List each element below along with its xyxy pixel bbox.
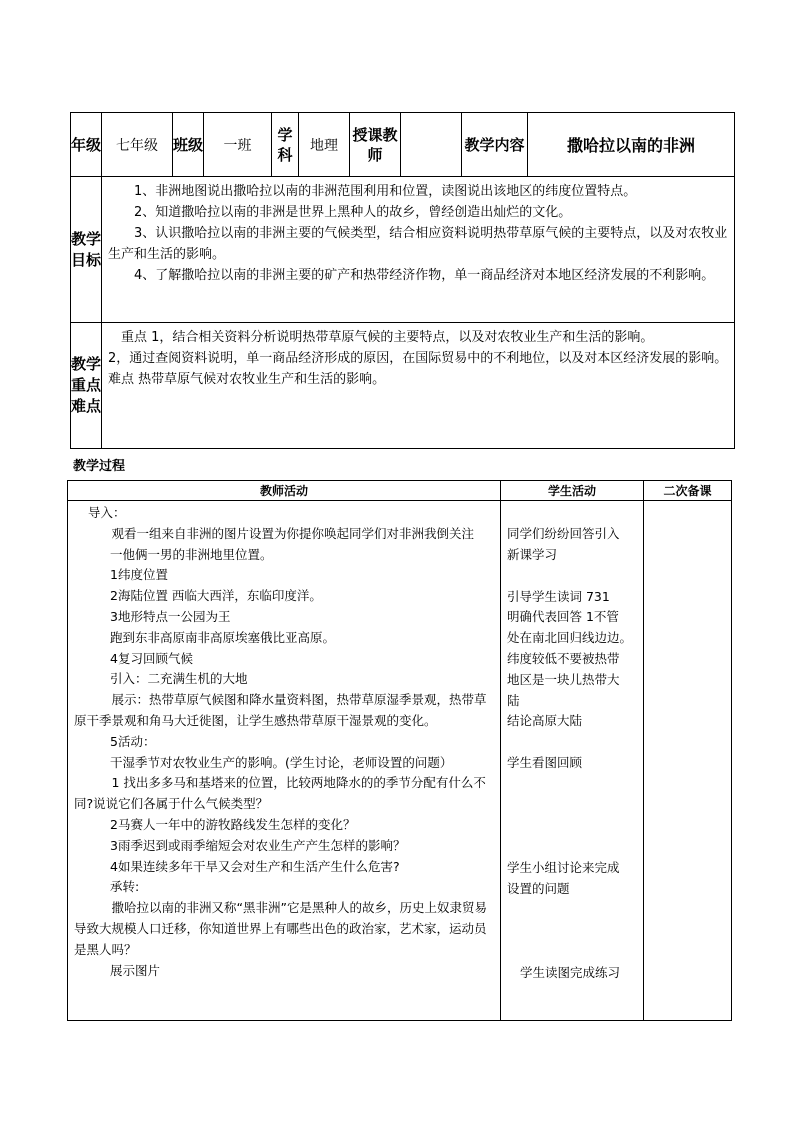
student-activity-content <box>501 501 644 1021</box>
lesson-info-table <box>70 112 735 449</box>
student-line: 纬度较低不要被热带 <box>507 650 620 666</box>
student-line: 新课学习 <box>507 546 558 562</box>
teacher-line: 2马赛人一年中的游牧路线发生怎样的变化？ <box>110 816 356 832</box>
teacher-line: 1纬度位置 <box>110 567 168 583</box>
student-line: 明确代表回答 1不管 <box>507 609 619 625</box>
student-line: 陆 <box>507 692 520 708</box>
teacher-line: 4如果连续多年干旱又会对生产和生活产生什么危害? <box>110 858 400 874</box>
teacher-line: 导入： <box>88 505 126 520</box>
keypoints-content <box>102 323 735 449</box>
second-prep-content <box>644 501 732 1021</box>
keypoint-item: 难点 热带草原气候对农牧业生产和生活的影响。 <box>108 372 386 387</box>
keypoints-label: 教学重点难点 <box>71 323 102 449</box>
student-line: 结论高原大陆 <box>507 713 583 729</box>
student-line: 同学们纷纷回答引入 <box>507 526 620 541</box>
teacher-line: 3地形特点一公园为王 <box>110 608 231 624</box>
teacher-line: 5活动： <box>110 733 156 749</box>
teacher-activity-content <box>68 501 501 1021</box>
student-line: 处在南北回归线边边。 <box>507 630 633 646</box>
subject-value: 地理 <box>299 113 350 177</box>
grade-label: 年级 <box>71 113 102 177</box>
student-line: 学生小组讨论来完成 <box>507 859 620 875</box>
process-table <box>67 480 732 1021</box>
subject-label: 学科 <box>272 113 299 177</box>
teacher-line: 2海陆位置 西临大西洋，东临印度洋。 <box>110 588 322 604</box>
goals-label: 教学目标 <box>71 177 102 323</box>
teacher-line: 跑到东非高原南非高原埃塞俄比亚高原。 <box>110 629 336 645</box>
teacher-line: 承转: <box>110 879 140 895</box>
goals-content <box>102 177 735 323</box>
teacher-label: 授课教师 <box>350 113 401 177</box>
goal-item: 4、了解撒哈拉以南的非洲主要的矿产和热带经济作物，单一商品经济对本地区经济发展的不利影响。 <box>134 268 715 283</box>
teacher-line: 3雨季迟到或雨季缩短会对农业生产产生怎样的影响？ <box>110 837 406 853</box>
goal-item: 1、非洲地图说出撒哈拉以南的非洲范围利用和位置，读图说出该地区的纬度位置特点。 <box>134 184 637 199</box>
teacher-activity-header: 教师活动 <box>68 481 501 501</box>
teacher-value <box>401 113 462 177</box>
class-value: 一班 <box>204 113 272 177</box>
teacher-line: 干湿季节对农牧业生产的影响。(学生讨论，老师设置的问题） <box>110 754 453 770</box>
teacher-line: 观看一组来自非洲的图片设置为你提你唤起同学们对非洲我倒关注 <box>111 525 475 541</box>
grade-value: 七年级 <box>102 113 173 177</box>
second-prep-header: 二次备课 <box>644 481 732 501</box>
student-line: 学生看图回顾 <box>507 755 583 771</box>
content-label: 教学内容 <box>462 113 528 177</box>
teacher-line: 展示图片 <box>110 962 161 978</box>
goal-item: 3、认识撒哈拉以南的非洲主要的气候类型，结合相应资料说明热带草原气候的主要特点，以及对农牧业生产和生活的影响。 <box>108 226 728 262</box>
process-title: 教学过程 <box>73 459 126 474</box>
student-line: 引导学生读词 731 <box>507 588 610 604</box>
teacher-line: 一他俩一男的非洲地里位置。 <box>110 546 273 562</box>
teacher-line: 4复习回顾气候 <box>110 650 193 666</box>
goal-item: 2、知道撒哈拉以南的非洲是世界上黑种人的故乡，曾经创造出灿烂的文化。 <box>134 205 572 220</box>
keypoint-item: 重点 1，结合相关资料分析说明热带草原气候的主要特点，以及对农牧业生产和生活的影响。 <box>121 330 654 345</box>
class-label: 班级 <box>173 113 204 177</box>
student-line: 学生读图完成练习 <box>520 964 621 980</box>
keypoint-item: 2，通过查阅资料说明，单一商品经济形成的原因，在国际贸易中的不利地位，以及对本区经济发展的影响。 <box>108 351 728 366</box>
teacher-line: 1 找出多多马和基塔来的位置，比较两地降水的的季节分配有什么不同?说说它们各属于什么气候类型？ <box>74 775 486 812</box>
student-line: 地区是一块儿热带大 <box>507 671 620 687</box>
teacher-line: 撒哈拉以南的非洲又称“黑非洲”它是黑种人的故乡，历史上奴隶贸易导致大规模人口迁移，你知道世界上有哪些出色的政治家，艺术家，运动员是黑人吗？ <box>74 900 487 957</box>
teacher-line: 引入：二充满生机的大地 <box>110 671 248 687</box>
teacher-line: 展示：热带草原气候图和降水量资料图，热带草原湿季景观，热带草原干季景观和角马大迁徙图，让学生感热带草原干湿景观的变化。 <box>74 692 487 728</box>
student-activity-header: 学生活动 <box>501 481 644 501</box>
student-line: 设置的问题 <box>507 880 570 896</box>
content-title: 撒哈拉以南的非洲 <box>528 113 735 177</box>
